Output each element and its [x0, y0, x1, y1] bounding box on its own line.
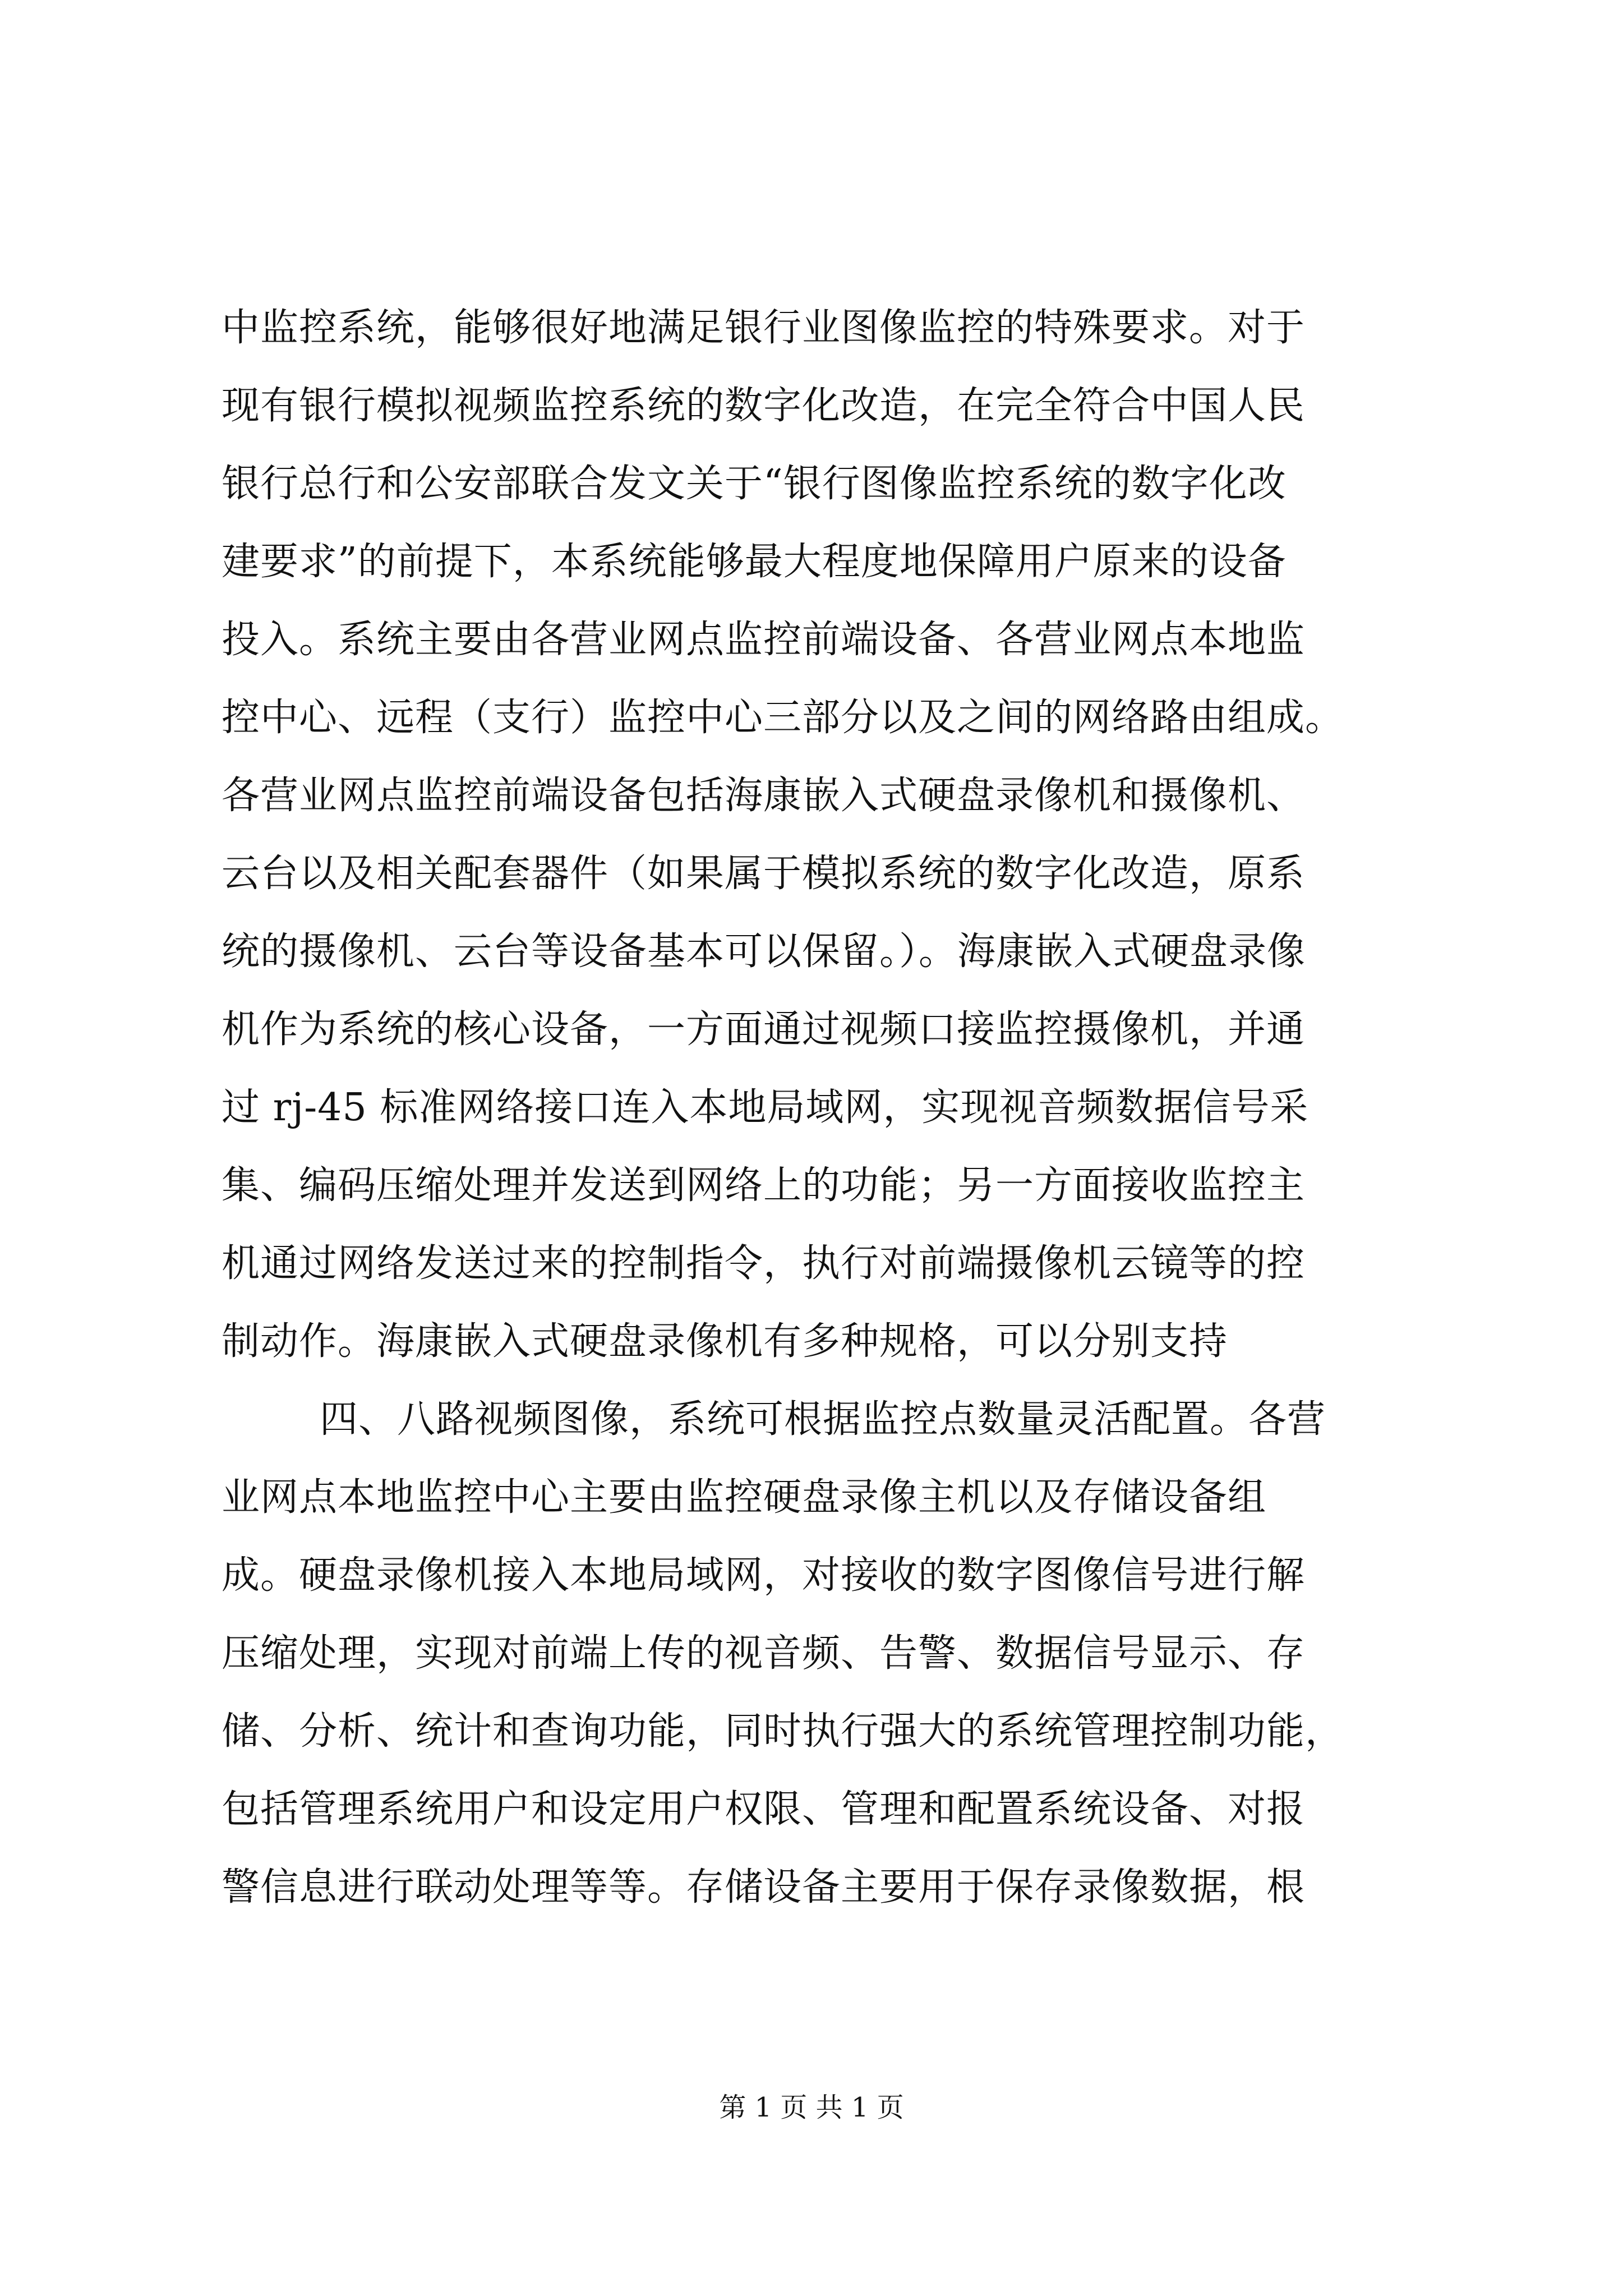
text-line: 各营业网点监控前端设备包括海康嵌入式硬盘录像机和摄像机、: [222, 774, 1306, 818]
page-footer: 第 1 页 共 1 页: [719, 2092, 904, 2123]
text-line: 警信息进行联动处理等等。存储设备主要用于保存录像数据，根: [222, 1865, 1306, 1910]
text-line: 云台以及相关配套器件（如果属于模拟系统的数字化改造，原系: [222, 852, 1306, 896]
text-line: 制动作。海康嵌入式硬盘录像机有多种规格，可以分别支持: [222, 1319, 1228, 1364]
text-line: 储、分析、统计和查询功能，同时执行强大的系统管理控制功能，: [222, 1709, 1344, 1754]
text-line: 统的摄像机、云台等设备基本可以保留。）。海康嵌入式硬盘录像: [222, 930, 1306, 974]
text-line: 业网点本地监控中心主要由监控硬盘录像主机以及存储设备组: [222, 1475, 1267, 1520]
text-line: 成。硬盘录像机接入本地局域网，对接收的数字图像信号进行解: [222, 1553, 1306, 1598]
text-line: 压缩处理，实现对前端上传的视音频、告警、数据信号显示、存: [222, 1631, 1306, 1676]
text-line: 机作为系统的核心设备，一方面通过视频口接监控摄像机，并通: [222, 1007, 1306, 1052]
text-line: 银行总行和公安部联合发文关于“银行图像监控系统的数字化改: [222, 462, 1287, 506]
text-line: 控中心、远程（支行）监控中心三部分以及之间的网络路由组成。: [222, 696, 1344, 740]
paragraph-first-line: 四、八路视频图像，系统可根据监控点数量灵活配置。各营: [320, 1397, 1326, 1442]
text-line: 中监控系统，能够很好地满足银行业图像监控的特殊要求。对于: [222, 306, 1306, 350]
text-line: 集、编码压缩处理并发送到网络上的功能；另一方面接收监控主: [222, 1163, 1306, 1208]
text-line: 包括管理系统用户和设定用户权限、管理和配置系统设备、对报: [222, 1787, 1306, 1832]
text-line: 现有银行模拟视频监控系统的数字化改造，在完全符合中国人民: [222, 384, 1306, 428]
text-line: 过 rj-45 标准网络接口连入本地局域网，实现视音频数据信号采: [222, 1085, 1309, 1130]
text-line: 投入。系统主要由各营业网点监控前端设备、各营业网点本地监: [222, 618, 1306, 662]
text-line: 建要求”的前提下，本系统能够最大程度地保障用户原来的设备: [222, 540, 1287, 584]
text-line: 机通过网络发送过来的控制指令，执行对前端摄像机云镜等的控: [222, 1241, 1306, 1286]
